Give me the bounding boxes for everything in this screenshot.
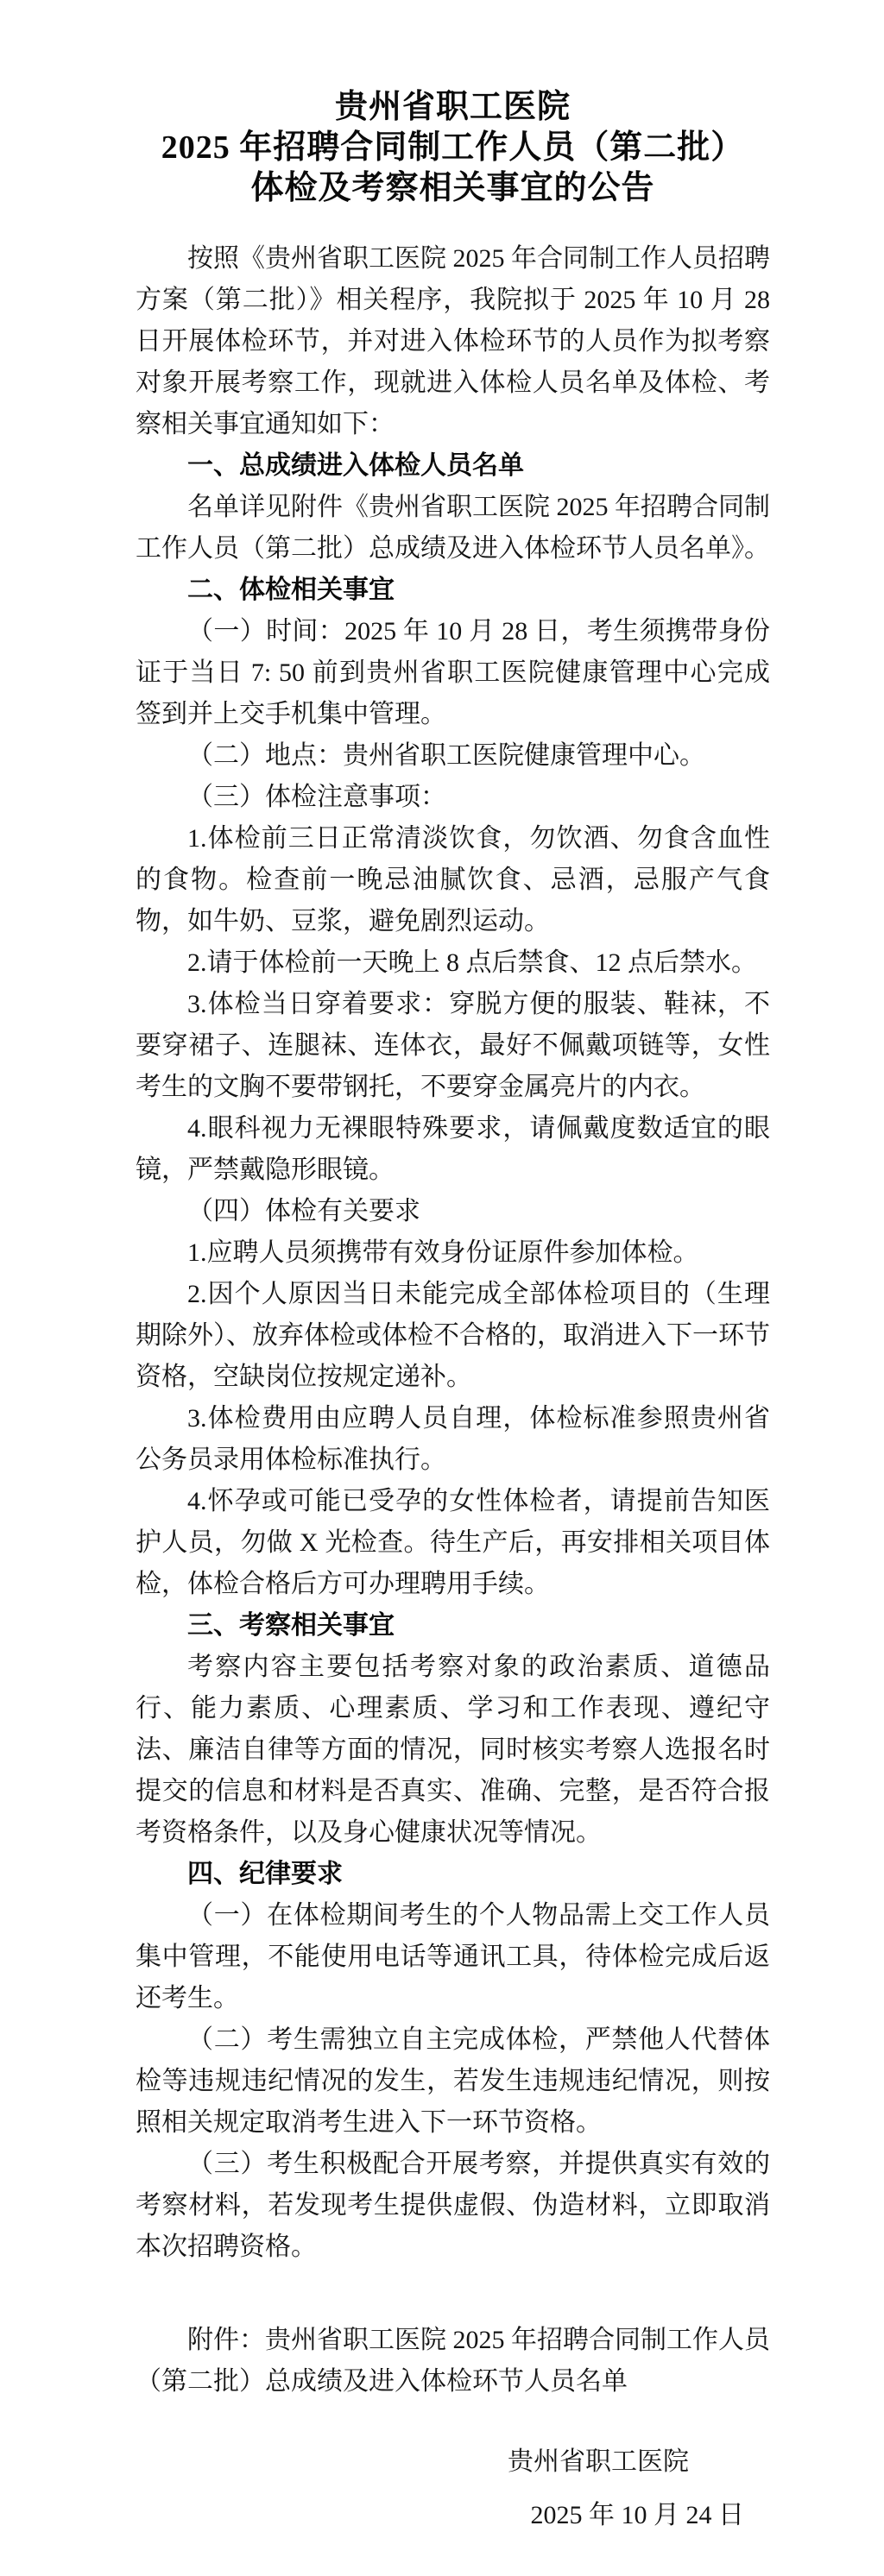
section-heading-3-inspection: 三、考察相关事宜 (187, 1611, 395, 1640)
paragraph-exam-location: （二）地点：贵州省职工医院健康管理中心。 (187, 741, 705, 770)
paragraph-discipline-3-materials: （三）考生积极配合开展考察，并提供真实有效的考察材料，若发现考生提供虚假、伪造材料，立即取消本次招聘资格。 (136, 2150, 770, 2261)
title-line-2: 2025 年招聘合同制工作人员（第二批） (161, 129, 745, 166)
attachment-note: 附件：贵州省职工医院 2025 年招聘合同制工作人员（第二批）总成绩及进入体检环节人员名单 (136, 2326, 770, 2396)
paragraph-exam-note-1-diet: 1.体检前三日正常清淡饮食，勿饮酒、勿食含血性的食物。检查前一晚忌油腻饮食、忌酒，忌服产气食物，如牛奶、豆浆，避免剧烈运动。 (136, 824, 770, 935)
paragraph-exam-time: （一）时间：2025 年 10 月 28 日，考生须携带身份证于当日 7: 50 前到贵州省职工医院健康管理中心完成签到并上交手机集中管理。 (136, 617, 770, 728)
signature-date: 2025 年 10 月 24 日 (530, 2501, 744, 2529)
document-title (136, 87, 770, 209)
paragraph-discipline-1-items: （一）在体检期间考生的个人物品需上交工作人员集中管理，不能使用电话等通讯工具，待体检完成后返还考生。 (136, 1901, 770, 2012)
paragraph-exam-notes-label: （三）体检注意事项： (187, 783, 446, 811)
section-heading-2-exam-matters: 二、体检相关事宜 (187, 576, 395, 604)
paragraph-exam-req-4-pregnancy: 4.怀孕或可能已受孕的女性体检者，请提前告知医护人员，勿做 X 光检查。待生产后，再安排相关项目体检，体检合格后方可办理聘用手续。 (136, 1487, 770, 1598)
paragraph-exam-req-2-incomplete: 2.因个人原因当日未能完成全部体检项目的（生理期除外）、放弃体检或体检不合格的，取消进入下一环节资格，空缺岗位按规定递补。 (136, 1280, 770, 1391)
paragraph-exam-requirements-label: （四）体检有关要求 (187, 1197, 420, 1225)
paragraph-exam-note-2-fasting: 2.请于体检前一天晚上 8 点后禁食、12 点后禁水。 (187, 948, 757, 977)
section-heading-4-discipline: 四、纪律要求 (187, 1860, 343, 1888)
paragraph-exam-req-1-id: 1.应聘人员须携带有效身份证原件参加体检。 (187, 1238, 699, 1267)
paragraph-exam-req-3-fees: 3.体检费用由应聘人员自理，体检标准参照贵州省公务员录用体检标准执行。 (136, 1404, 770, 1474)
section-heading-1-name-list: 一、总成绩进入体检人员名单 (187, 451, 524, 480)
paragraph-intro: 按照《贵州省职工医院 2025 年合同制工作人员招聘方案（第二批）》相关程序，我院拟于 2025 年 10 月 28 日开展体检环节，并对进入体检环节的人员作为拟考察对象开展考察工作，现就进入体检人员名单及体检、考察相关事宜通知如下： (136, 244, 770, 438)
title-line-3: 体检及考察相关事宜的公告 (250, 170, 655, 206)
paragraph-inspection-content: 考察内容主要包括考察对象的政治素质、道德品行、能力素质、心理素质、学习和工作表现、遵纪守法、廉洁自律等方面的情况，同时核实考察人选报名时提交的信息和材料是否真实、准确、完整，是否符合报考资格条件，以及身心健康状况等情况。 (136, 1653, 770, 1847)
paragraph-discipline-2-no-proxy: （二）考生需独立自主完成体检，严禁他人代替体检等违规违纪情况的发生，若发生违规违纪情况，则按照相关规定取消考生进入下一环节资格。 (136, 2025, 770, 2137)
signature-organization: 贵州省职工医院 (508, 2447, 689, 2476)
paragraph-exam-note-3-clothing: 3.体检当日穿着要求：穿脱方便的服装、鞋袜，不要穿裙子、连腿袜、连体衣，最好不佩戴项链等，女性考生的文胸不要带钢托，不要穿金属亮片的内衣。 (136, 990, 770, 1101)
title-line-1: 贵州省职工医院 (334, 89, 571, 125)
paragraph-name-list-reference: 名单详见附件《贵州省职工医院 2025 年招聘合同制工作人员（第二批）总成绩及进入体检环节人员名单》。 (136, 493, 770, 563)
paragraph-exam-note-4-eyes: 4.眼科视力无裸眼特殊要求，请佩戴度数适宜的眼镜，严禁戴隐形眼镜。 (136, 1114, 770, 1184)
document-body (136, 238, 770, 2536)
